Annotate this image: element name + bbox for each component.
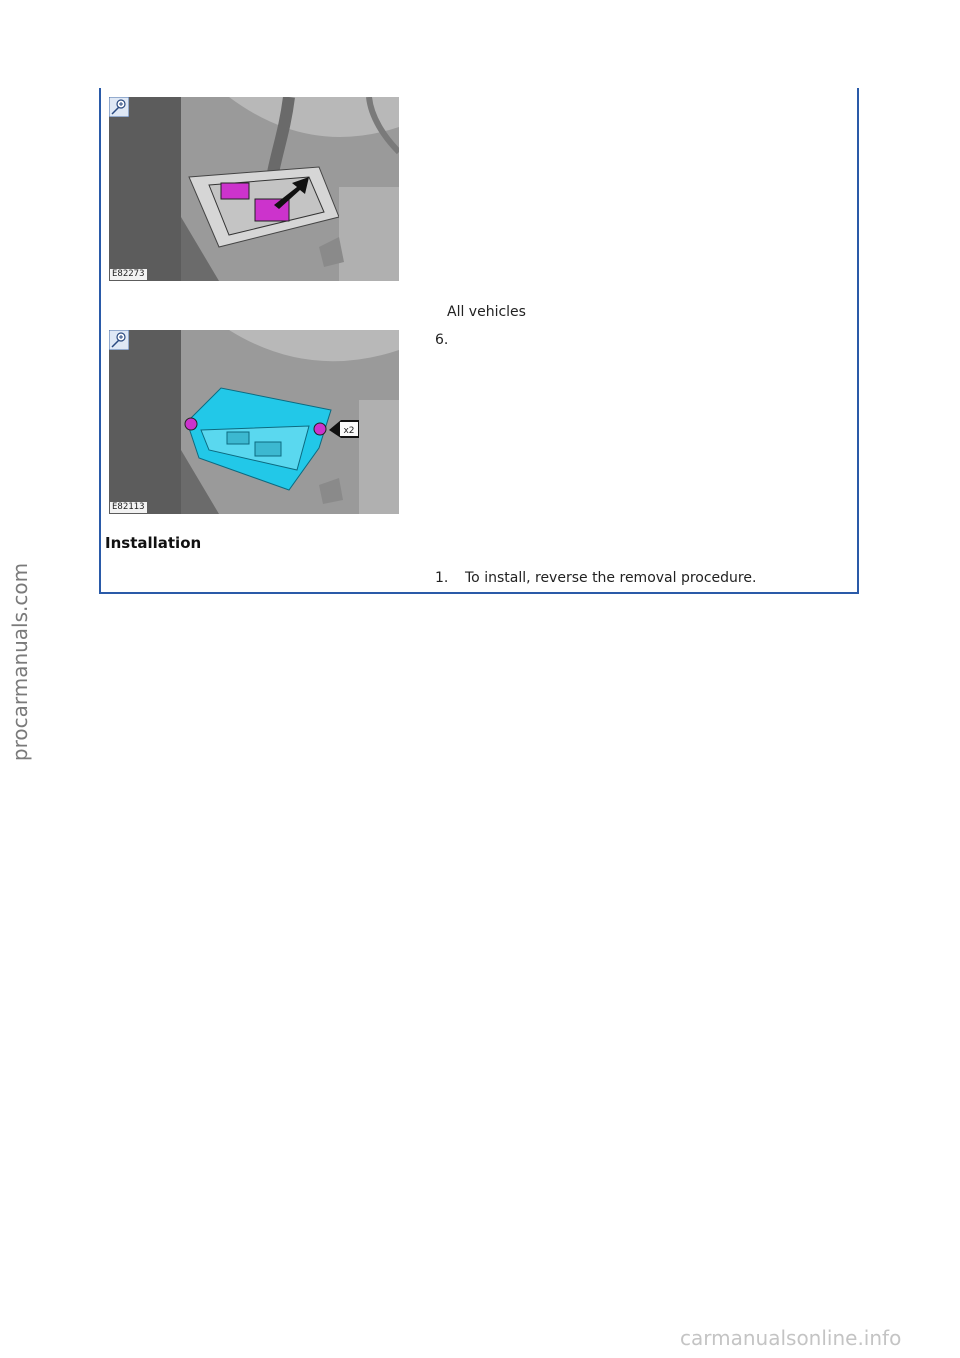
figure-connector-disconnect[interactable] [109,97,399,281]
zoom-icon[interactable] [109,97,129,117]
procedure-panel [99,88,859,594]
count-callout: x2 [343,426,355,436]
figure-id-label: E82273 [112,269,145,279]
section-heading: Installation [105,534,202,552]
side-watermark: procarmanuals.com [8,562,32,762]
figure-id-label: E82113 [112,502,145,512]
figure-module-removal[interactable] [109,330,399,514]
figure-illustration [109,97,399,281]
step-number: 6. [435,332,449,348]
zoom-icon[interactable] [109,330,129,350]
vehicle-note: All vehicles [447,304,526,320]
install-step-number: 1. [435,570,449,586]
bottom-watermark: carmanualsonline.info [680,1326,902,1350]
install-step-text: To install, reverse the removal procedure. [465,570,757,586]
figure-illustration [109,330,399,514]
install-step [435,570,756,586]
